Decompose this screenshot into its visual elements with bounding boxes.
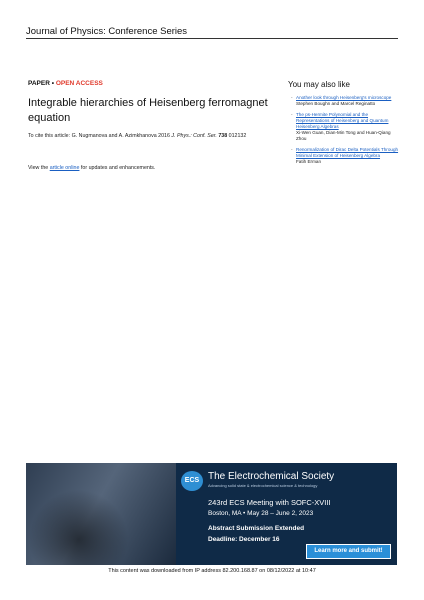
audience-photo [26, 463, 176, 565]
view-suffix: for updates and enhancements. [79, 165, 156, 171]
article-type-line [28, 80, 103, 87]
header-divider [26, 38, 398, 39]
label-separator: • [49, 80, 56, 87]
society-name: The Electrochemical Society [208, 471, 335, 482]
related-heading: You may also like [288, 80, 350, 89]
related-title-link[interactable]: - The ps-Hermite Polynomial and the Representations of Heisenberg and Quantum Heisenberg Algebras [296, 112, 389, 129]
citation [28, 133, 278, 139]
article-title: Integrable hierarchies of Heisenberg ferromagnet equation [28, 97, 268, 124]
citation-volume: 738 [218, 133, 228, 139]
related-authors: Stephen Boughn and Marcel Reginatto [296, 101, 376, 106]
citation-journal: J. Phys.: Conf. Ser. [171, 133, 217, 139]
paper-label: PAPER [28, 80, 50, 87]
related-title-link[interactable]: - Another look through Heisenberg's microscope [296, 95, 392, 100]
open-access-label: OPEN ACCESS [55, 80, 103, 87]
related-item [296, 95, 401, 107]
society-tagline: Advancing solid state & electrochemical science & technology [208, 483, 318, 488]
related-authors: Fatih Erman [296, 159, 322, 164]
related-articles-list [296, 95, 401, 170]
journal-name: Journal of Physics: Conference Series [26, 26, 188, 37]
ecs-logo-icon: ECS [181, 471, 203, 491]
abstract-notice: Abstract Submission Extended [208, 525, 305, 532]
deadline-notice: Deadline: December 16 [208, 536, 280, 543]
related-authors: Xi-Wen Guan, Dian-Min Tong and Huan-Qiang Zhou [296, 130, 391, 141]
meeting-name: 243rd ECS Meeting with SOFC-XVIII [208, 498, 331, 507]
citation-page: 012132 [228, 133, 247, 139]
view-prefix: View the [28, 165, 50, 171]
learn-more-button[interactable]: Learn more and submit! [306, 544, 391, 559]
related-item [296, 112, 401, 142]
ecs-advert-banner[interactable] [26, 463, 397, 565]
citation-prefix: To cite this article: G. Nugmanova and A. Azimkhanova 2016 [28, 133, 172, 139]
meeting-dates: Boston, MA • May 28 – June 2, 2023 [208, 510, 314, 517]
related-title-link[interactable]: - Renormalization of Dirac Delta Potentials Through Minimal Extension of Heisenberg Algebra [296, 147, 399, 158]
view-online-line [28, 165, 155, 171]
download-footer: This content was downloaded from IP address 82.200.168.87 on 08/12/2022 at 10:47 [108, 568, 316, 574]
related-item [296, 147, 401, 165]
article-online-link[interactable]: article online [49, 165, 80, 171]
